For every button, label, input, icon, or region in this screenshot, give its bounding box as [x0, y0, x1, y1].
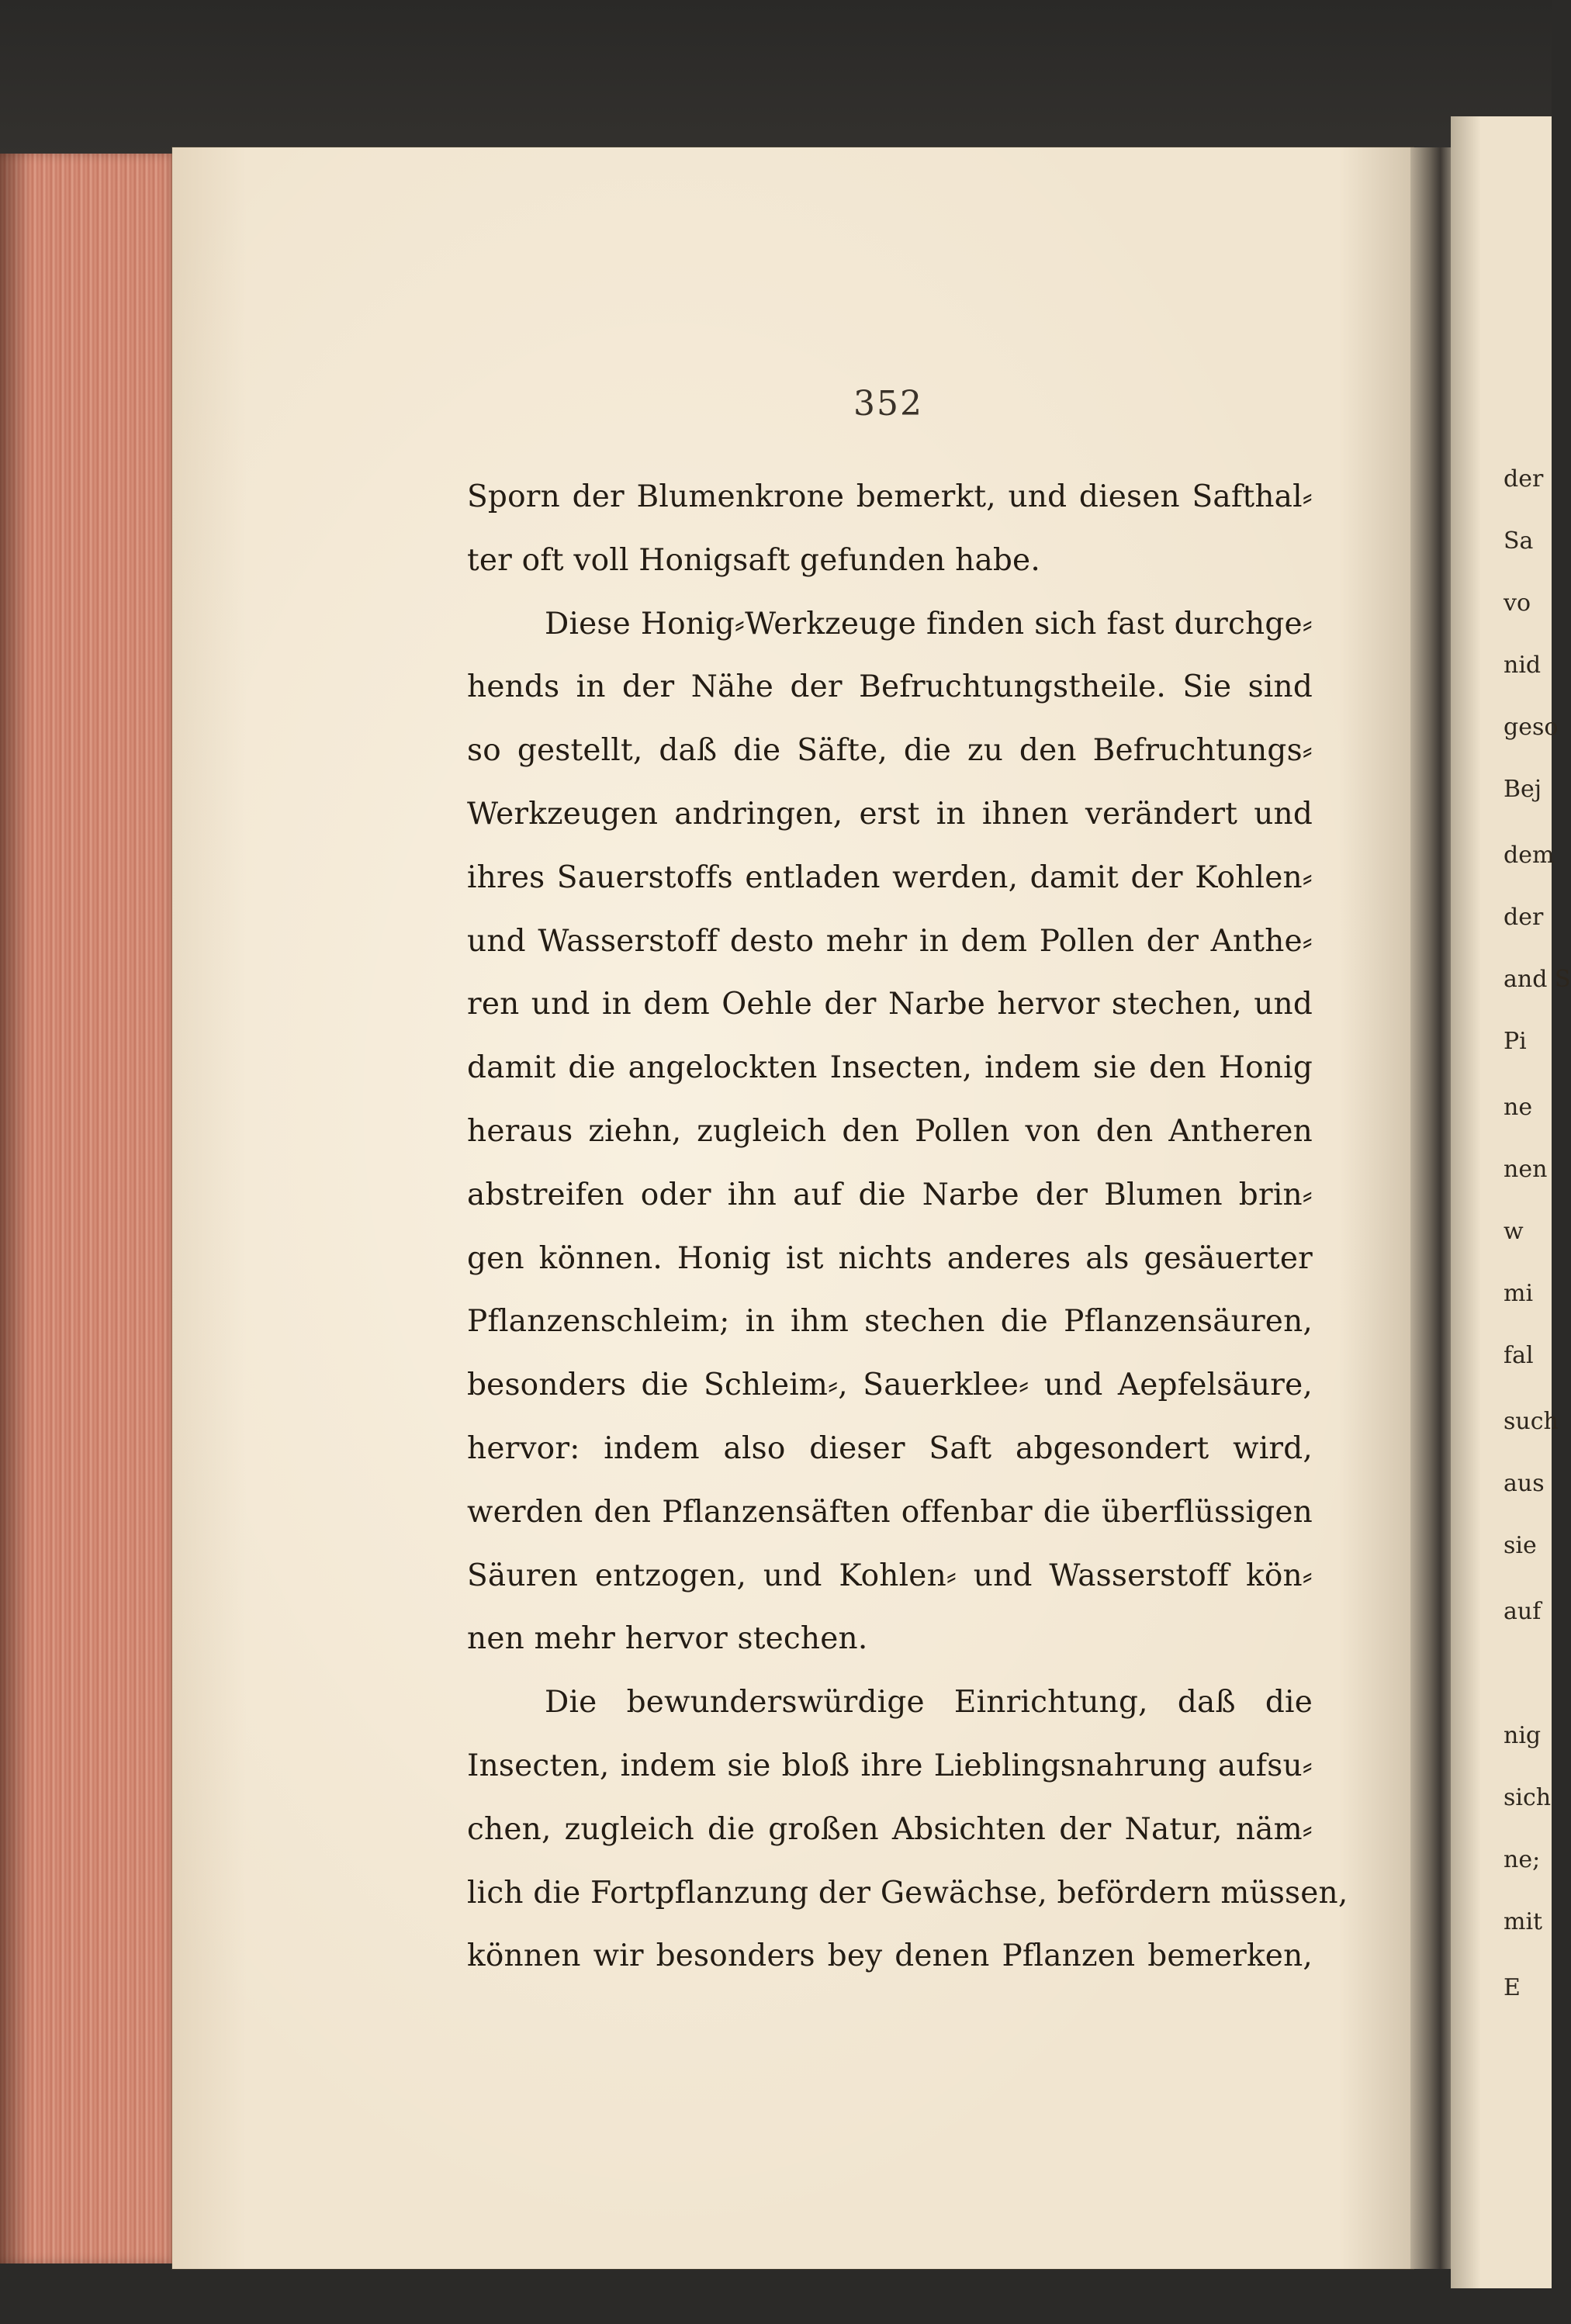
facing-page-fragment: and S [1504, 966, 1571, 993]
text-line: Werkzeugen andringen, erst in ihnen verändert und [467, 796, 1313, 832]
facing-page-fragment: mit [1504, 1908, 1543, 1935]
text-line: so gestellt, daß die Säfte, die zu den Befruchtungs⸗ [467, 733, 1313, 769]
facing-page-fragment: Pi [1504, 1028, 1527, 1055]
text-line: nen mehr hervor stechen. [467, 1621, 868, 1657]
facing-page-fragment: Sa [1504, 527, 1534, 555]
facing-page-fragment: ne; [1504, 1846, 1541, 1873]
text-line: hervor: indem also dieser Saft abgesondert wird, [467, 1430, 1313, 1466]
text-line: werden den Pflanzensäften offenbar die überflüssigen [467, 1494, 1313, 1530]
book-gutter [1410, 147, 1453, 2269]
facing-page-fragment: nid [1504, 652, 1542, 679]
facing-page-fragment: Bej [1504, 776, 1542, 803]
facing-page-fragment: E [1504, 1974, 1521, 2001]
text-line: Sporn der Blumenkrone bemerkt, und diesen Safthal⸗ [467, 479, 1313, 514]
text-line: lich die Fortpflanzung der Gewächse, befördern müssen, [467, 1875, 1348, 1911]
text-line: heraus ziehn, zugleich den Pollen von den Antheren [467, 1113, 1313, 1149]
facing-page-fragment: aus [1504, 1470, 1545, 1497]
text-line: ter oft voll Honigsaft gefunden habe. [467, 542, 1040, 578]
text-line: und Wasserstoff desto mehr in dem Pollen der Anthe⸗ [467, 923, 1313, 959]
facing-page-fragment: mi [1504, 1280, 1534, 1307]
facing-page-fragment: such [1504, 1408, 1559, 1435]
page-number: 352 [853, 384, 923, 424]
page-edge-shadow [0, 154, 31, 2263]
text-line: Pflanzenschleim; in ihm stechen die Pflanzensäuren, [467, 1304, 1313, 1340]
text-line: damit die angelockten Insecten, indem sie den Honig [467, 1050, 1313, 1086]
facing-page-fragment: vo [1504, 590, 1531, 617]
facing-page-fragment: der [1504, 904, 1544, 931]
text-line: ihres Sauerstoffs entladen werden, damit der Kohlen⸗ [467, 859, 1313, 895]
text-line: gen können. Honig ist nichts anderes als gesäuerter [467, 1240, 1313, 1276]
page-body-text [467, 465, 1348, 1988]
facing-page-fragment: ne [1504, 1094, 1533, 1121]
text-line: abstreifen oder ihn auf die Narbe der Blumen brin⸗ [467, 1177, 1313, 1212]
text-line: hends in der Nähe der Befruchtungstheile. Sie sind [467, 669, 1313, 705]
facing-page-fragment: nen [1504, 1156, 1548, 1183]
facing-page-fragment: auf [1504, 1598, 1542, 1625]
text-line: ren und in dem Oehle der Narbe hervor stechen, und [467, 987, 1313, 1022]
facing-page-fragment: w [1504, 1218, 1524, 1245]
text-line: Diese Honig⸗Werkzeuge finden sich fast durchge⸗ [545, 606, 1313, 642]
facing-page-fragment: nig [1504, 1722, 1542, 1749]
text-line: chen, zugleich die großen Absichten der Natur, näm⸗ [467, 1811, 1313, 1847]
facing-page-fragment: sich [1504, 1784, 1552, 1811]
facing-page-fragment: fal [1504, 1342, 1534, 1369]
text-line: Die bewunderswürdige Einrichtung, daß die [545, 1685, 1313, 1721]
facing-page-fragment: sie [1504, 1532, 1537, 1559]
dark-background [0, 0, 1552, 155]
facing-page-fragment: geso [1504, 714, 1559, 741]
text-line: können wir besonders bey denen Pflanzen bemerken, [467, 1938, 1313, 1974]
facing-page [1451, 116, 1555, 2288]
text-line: Säuren entzogen, und Kohlen⸗ und Wasserstoff kön⸗ [467, 1558, 1313, 1593]
text-line: besonders die Schleim⸗, Sauerklee⸗ und Aepfelsäure, [467, 1368, 1313, 1403]
facing-page-fragment: der [1504, 465, 1544, 493]
text-line: Insecten, indem sie bloß ihre Lieblingsnahrung aufsu⸗ [467, 1748, 1313, 1783]
facing-page-fragment: dem [1504, 842, 1555, 869]
